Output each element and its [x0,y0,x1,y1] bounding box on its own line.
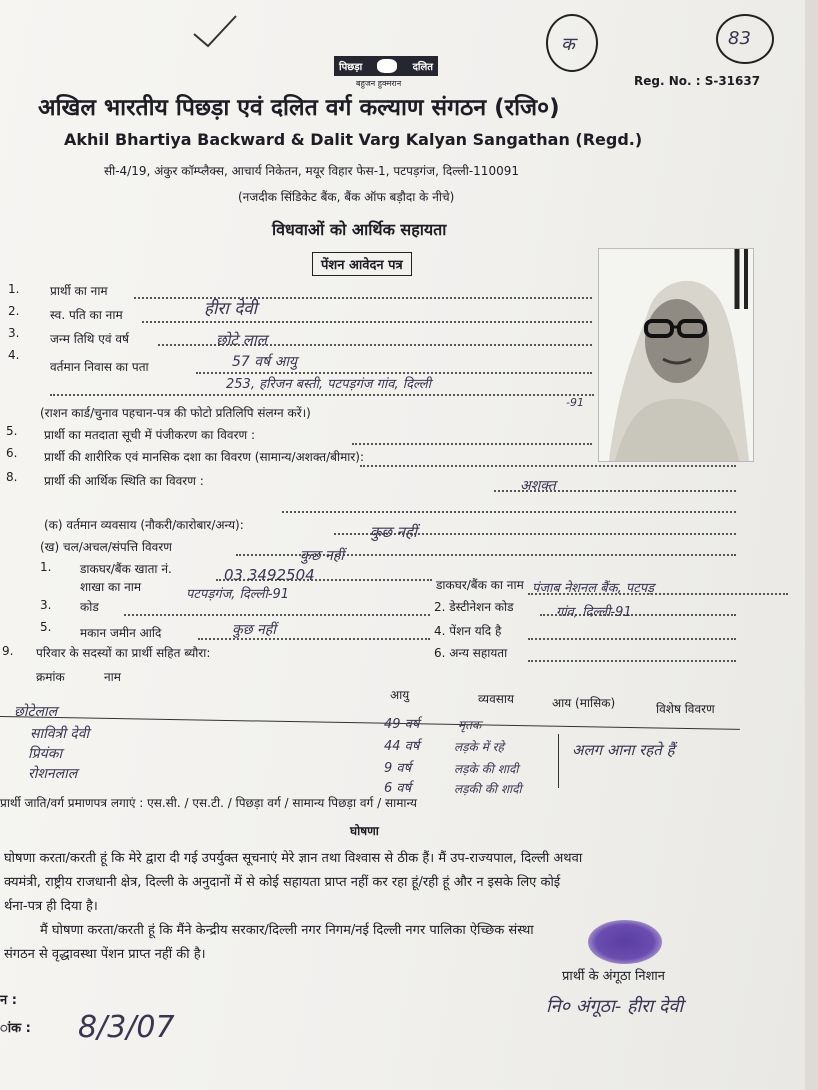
destination-code-value: गांव, दिल्ली-91 [556,605,632,620]
remark-bracket [558,734,559,788]
financial-status-line [282,511,736,513]
dob-value: छोटे लाल [216,331,267,349]
member-1-job: मृतक [458,718,482,732]
circled-mark-right: 83 [716,14,774,64]
code-label: कोड [80,600,99,614]
application-form-sheet: क 83 पिछड़ा दलित बहुजन हुक्मरान Reg. No. : S-31637 अखिल भारतीय पिछड़ा एवं दलित वर्ग कल्याण संगठन (रजि०) Akhil Bhartiya Backward & Dalit Varg Kalyan Sangathan (Regd.) सी-4/19, अंकुर कॉम्प्लैक्स, आचार्य निकेतन, मयूर विहार फेस-1, पटपड़गंज, दिल्ली-110091 (नजदीक सिंडिकेट बैंक, बैंक ऑफ बड़ौदा के नीचे) विधवाओं को आर्थिक सहायता पेंशन आवेदन पत्र 1. प्रार्थी का नाम 2. स्व. पति का नाम हीरा देवी 3. जन्म तिथि एवं वर्ष छोटे लाल 4. वर्तमान निवास का पता 57 वर्ष आयु 253, हरिजन बस्ती, पटपड़गंज गांव, दिल्ली -91 (राशन कार्ड/चुनाव पहचान-पत्र की फोटो प्रतिलिपि संलग्न करें।) 5. प्रार्थी का मतदाता सूची में पंजीकरण का विवरण : 6. प्रार्थी की शारीरिक एवं मानसिक दशा का विवरण (सामान्य/अशक्त/बीमार): 8. प्रार्थी की आर्थिक स्थिति का विवरण : अशक्त (क) वर्तमान व्यवसाय (नौकरी/कारोबार/अन्य): कुछ नहीं (ख) चल/अचल/संपत्ति विवरण कुछ नहीं 1. डाकघर/बैंक खाता नं. 03 3492504 शाखा का नाम डाकघर/बैंक का नाम पंजाब नेशनल बैंक, पटपड़ 3. कोड पटपड़गंज, दिल्ली-91 2. डेस्टीनेशन कोड गांव, दिल्ली-91 5. मकान जमीन आदि कुछ नहीं 4. पेंशन यदि है 9. परिवार के सदस्यों का प्रार्थी सहित ब्यौरा: 6. अन्य सहायता क्रमांक नाम आयु व्यवसाय आय (मासिक) विशेष विवरण छोटेलाल 49 वर्ष मृतक सावित्री देवी 44 वर्ष लड़के में रहे प्रियंका 9 वर्ष लड़के की शादी रोशनलाल 6 वर्ष लड़की की शादी अलग आना रहते हैं प्रार्थी जाति/वर्ग प्रमाणपत्र लगाएं : एस.सी. / एस.टी. / पिछड़ा वर्ग / सामान्य पिछड़ा वर्ग / सामान्य घोषणा घोषणा करता/करती हूं कि मेरे द्वारा दी गई उपर्युक्त सूचनाएं मेरे ज्ञान तथा विश्वास से ठीक हैं। मैं उप-राज्यपाल, दिल्ली अथवा क्यमंत्री, राष्ट्रीय राजधानी क्षेत्र, दिल्ली के अनुदानों में से कोई सहायता प्राप्त नहीं कर रहा हूं/रही हूं और न इसके लिए कोई र्थना-पत्र ही दिया है। मैं घोषणा करता/करती हूं कि मैंने केन्द्रीय सरकार/दिल्ली नगर निगम/नई दिल्ली नगर पालिका ऐच्छिक संस्था संगठन से वृद्धावस्था पेंशन प्राप्त नहीं की है। न : ांक : 8/3/07 प्रार्थी के अंगूठा निशान नि० अंगूठा- हीरा देवी [0,0,805,1090]
declaration-line-2: क्यमंत्री, राष्ट्रीय राजधानी क्षेत्र, दिल्ली के अनुदानों में से कोई सहायता प्राप्त नहीं कर रहा हूं/रही हूं और न इसके लिए कोई [4,875,561,890]
field-label-applicant-name: प्रार्थी का नाम [50,284,108,298]
code-line [124,614,430,616]
pension-label: 4. पेंशन यदि है [434,624,502,638]
member-4-age: 6 वर्ष [384,781,412,796]
physical-condition-value: अशक्त [520,478,556,494]
destination-code-label: 2. डेस्टीनेशन कोड [434,600,514,614]
other-assistance-line [528,660,736,662]
table-divider [0,716,740,730]
voter-registration-line [352,443,592,445]
table-header-income: आय (मासिक) [552,696,616,710]
physical-condition-label: प्रार्थी की शारीरिक एवं मानसिक दशा का विवरण (सामान्य/अशक्त/बीमार): [44,450,365,464]
bank-name-label: डाकघर/बैंक का नाम [436,578,524,592]
occupation-label: (क) वर्तमान व्यवसाय (नौकरी/कारोबार/अन्य): [44,518,244,532]
husband-name-line [142,321,592,323]
applicant-photo [598,248,754,462]
portrait-image [599,249,753,461]
family-details-label: परिवार के सदस्यों का प्रार्थी सहित ब्यौरा: [36,646,211,660]
occupation-value: कुछ नहीं [370,523,417,541]
title-hindi: अखिल भारतीय पिछड़ा एवं दलित वर्ग कल्याण संगठन (रजि०) [38,95,560,121]
table-header-occupation: व्यवसाय [478,692,514,706]
place-label: न : [0,993,17,1008]
member-3-name: प्रियंका [28,746,63,762]
member-4-name: रोशनलाल [28,766,78,782]
voter-registration-label: प्रार्थी का मतदाता सूची में पंजीकरण का विवरण : [44,428,256,442]
property-label: (ख) चल/अचल/संपत्ति विवरण [40,540,172,554]
thumb-impression [588,920,662,964]
check-mark-icon [190,12,240,52]
member-2-job: लड़के में रहे [454,740,504,754]
table-header-name: नाम [104,670,121,684]
bank-name-value: पंजाब नेशनल बैंक, पटपड़ [532,581,655,596]
member-3-age: 9 वर्ष [384,761,412,776]
member-3-job: लड़के की शादी [454,762,519,776]
table-header-serial: क्रमांक [36,670,65,684]
organization-logo: पिछड़ा दलित [334,56,438,76]
financial-status-label [44,496,48,510]
member-4-job: लड़की की शादी [454,782,522,796]
address-line-2 [50,394,594,396]
registration-number: Reg. No. : S-31637 [634,74,761,88]
family-remark: अलग आना रहते हैं [572,741,675,759]
date-label: ांक : [0,1021,31,1036]
address-value-2: -91 [566,396,584,409]
pension-line [528,638,736,640]
declaration-heading: घोषणा [350,824,379,838]
branch-name-label: शाखा का नाम [80,580,142,594]
logo-emblem-icon [377,59,397,73]
account-number-value: 03 3492504 [224,566,315,584]
title-english: Akhil Bhartiya Backward & Dalit Varg Kalyan Sangathan (Regd.) [64,130,643,149]
other-assistance-label: 6. अन्य सहायता [434,646,508,660]
age-value: 57 वर्ष आयु [232,354,298,370]
address-value: 253, हरिजन बस्ती, पटपड़गंज गांव, दिल्ली [226,377,432,392]
husband-name-value: हीरा देवी [204,299,258,319]
applicant-name-line [134,297,592,299]
member-2-name: सावित्री देवी [30,726,90,742]
voter-registration-line-2 [360,465,736,467]
field-label-dob: जन्म तिथि एवं वर्ष [50,332,129,346]
thumb-signature-value: नि० अंगूठा- हीरा देवी [546,996,684,1017]
code-value: पटपड़गंज, दिल्ली-91 [186,587,290,602]
field-label-husband-name: स्व. पति का नाम [50,308,123,322]
declaration-line-3: र्थना-पत्र ही दिया है। [4,899,98,914]
table-header-remarks: विशेष विवरण [656,702,715,716]
field-label-address: वर्तमान निवास का पता [50,360,149,374]
ration-card-note: (राशन कार्ड/चुनाव पहचान-पत्र की फोटो प्रतिलिपि संलग्न करें।) [40,406,311,420]
form-title-box: पेंशन आवेदन पत्र [312,252,412,276]
declaration-line-4: मैं घोषणा करता/करती हूं कि मैंने केन्द्रीय सरकार/दिल्ली नगर निगम/नई दिल्ली नगर पालिका ऐच्छिक संस्था [40,923,534,938]
table-header-age: आयु [390,688,410,702]
landmark-line: (नजदीक सिंडिकेट बैंक, बैंक ऑफ बड़ौदा के नीचे) [238,190,455,204]
subject-line: विधवाओं को आर्थिक सहायता [272,220,447,239]
q9-marker: 9. [2,644,14,658]
caste-certificate-label: प्रार्थी जाति/वर्ग प्रमाणपत्र लगाएं : एस.सी. / एस.टी. / पिछड़ा वर्ग / सामान्य पिछड़ा वर्ग / सामान्य [0,796,417,810]
logo-tagline: बहुजन हुक्मरान [356,79,402,88]
land-label: मकान जमीन आदि [80,626,162,640]
physical-condition-label-2: प्रार्थी की आर्थिक स्थिति का विवरण : [44,474,204,488]
land-value: कुछ नहीं [232,622,276,638]
member-1-age: 49 वर्ष [384,717,420,732]
member-1-name: छोटेलाल [14,704,58,720]
declaration-line-1: घोषणा करता/करती हूं कि मेरे द्वारा दी गई उपर्युक्त सूचनाएं मेरे ज्ञान तथा विश्वास से ठीक हैं। मैं उप-राज्यपाल, दिल्ली अथवा [4,851,583,866]
account-number-label: डाकघर/बैंक खाता नं. [80,562,172,576]
member-2-age: 44 वर्ष [384,739,420,754]
declaration-line-5: संगठन से वृद्धावस्था पेंशन प्राप्त नहीं की है। [4,947,206,962]
signature-label: प्रार्थी के अंगूठा निशान [562,969,665,984]
property-value: कुछ नहीं [300,548,344,564]
circled-mark-left: क [546,14,598,72]
date-value: 8/3/07 [78,1010,175,1045]
address-line: सी-4/19, अंकुर कॉम्प्लैक्स, आचार्य निकेतन, मयूर विहार फेस-1, पटपड़गंज, दिल्ली-110091 [104,164,519,178]
